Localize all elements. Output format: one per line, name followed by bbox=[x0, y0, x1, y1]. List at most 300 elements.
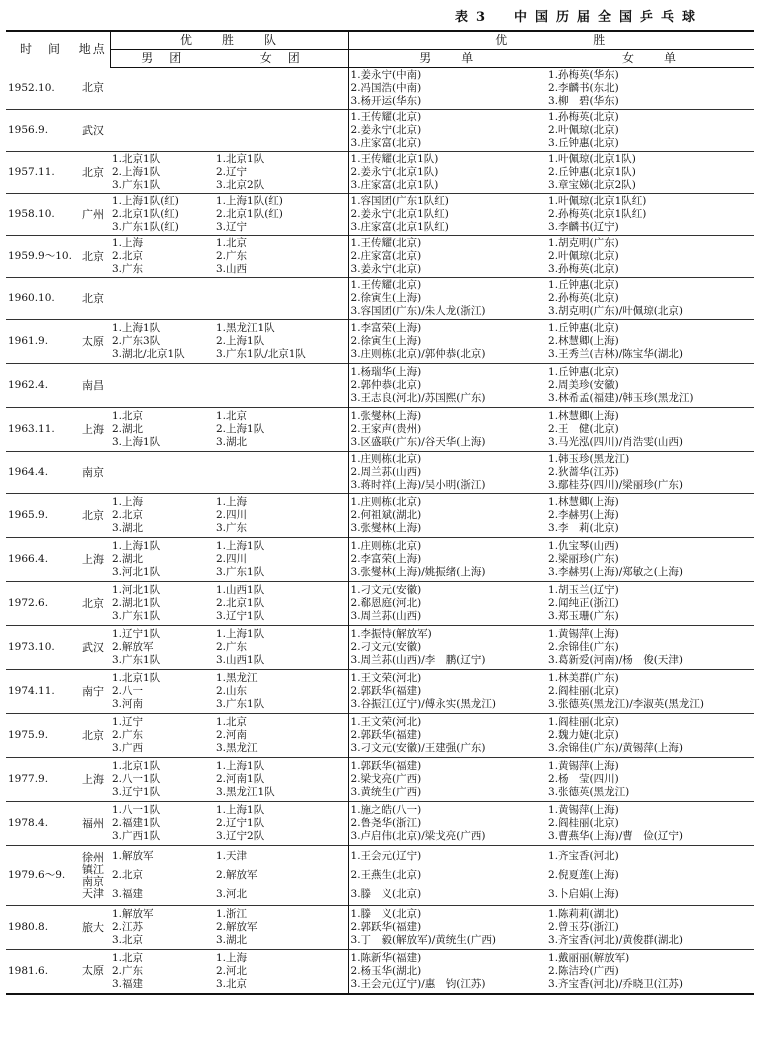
result-entry: 2.王燕生(北京) bbox=[350, 869, 422, 881]
result-entry: 2.广东 bbox=[216, 250, 248, 262]
result-entry: 1.北京 bbox=[216, 410, 248, 422]
result-entry: 1.北京1队 bbox=[112, 153, 161, 165]
result-entry: 2.鲁尧华(浙江) bbox=[350, 817, 422, 829]
cell-time: 1973.10. bbox=[8, 641, 55, 653]
result-entry: 3.庄家富(北京1队) bbox=[350, 179, 439, 191]
result-entry: 2.郭仲恭(北京) bbox=[350, 379, 422, 391]
cell-place bbox=[76, 408, 110, 452]
cell-men-team bbox=[110, 194, 214, 236]
cell-time: 1965.9. bbox=[8, 509, 49, 521]
result-entry: 2.北京1队 bbox=[216, 597, 265, 609]
result-entry: 1.胡克明(广东) bbox=[548, 237, 619, 249]
result-entry: 3.刁文元(安徽)/王建强(广东) bbox=[350, 742, 486, 754]
place-name: 太原 bbox=[82, 964, 104, 978]
table-row bbox=[6, 582, 754, 626]
result-entry: 3.庄家富(北京) bbox=[350, 137, 422, 149]
cell-women-team bbox=[214, 152, 348, 194]
cell-time: 1960.10. bbox=[8, 292, 55, 304]
result-entry: 3.郑玉珊(广东) bbox=[548, 610, 619, 622]
cell-men-team bbox=[110, 582, 214, 626]
cell-women-team bbox=[214, 278, 348, 320]
cell-women-singles bbox=[546, 320, 754, 364]
result-entry: 2.闻纯正(浙江) bbox=[548, 597, 619, 609]
result-entry: 1.上海 bbox=[112, 496, 144, 508]
cell-place bbox=[76, 538, 110, 582]
cell-place bbox=[76, 802, 110, 846]
cell-men-team bbox=[110, 364, 214, 408]
result-entry: 1.李振恃(解放军) bbox=[350, 628, 432, 640]
result-entry: 1.王传耀(北京) bbox=[350, 279, 422, 291]
result-entry: 1.庄则栋(北京) bbox=[350, 453, 422, 465]
result-entry: 1.叶佩琼(北京1队红) bbox=[548, 195, 647, 207]
table-row bbox=[6, 236, 754, 278]
result-entry: 3.广东1队 bbox=[112, 179, 161, 191]
header-singles-winners: 优 胜 bbox=[348, 31, 754, 50]
result-entry: 1.北京 bbox=[112, 951, 144, 964]
cell-men-singles bbox=[348, 538, 546, 582]
place-name: 上海 bbox=[82, 422, 104, 436]
cell-time: 1974.11. bbox=[8, 685, 55, 697]
result-entry: 1.叶佩琼(北京1队) bbox=[548, 153, 636, 165]
cell-women-singles bbox=[546, 452, 754, 494]
table-row bbox=[6, 670, 754, 714]
cell-men-singles bbox=[348, 494, 546, 538]
table-row bbox=[6, 906, 754, 950]
cell-place bbox=[76, 950, 110, 994]
result-entry: 2.孙梅英(北京) bbox=[548, 292, 619, 304]
cell-time: 1966.4. bbox=[8, 553, 49, 565]
cell-women-team bbox=[214, 494, 348, 538]
header-row-sub bbox=[6, 50, 754, 68]
result-entry: 2.江苏 bbox=[112, 921, 144, 933]
cell-women-team bbox=[214, 626, 348, 670]
result-entry: 2.上海1队 bbox=[216, 423, 265, 435]
cell-time: 1977.9. bbox=[8, 773, 49, 785]
cell-women-singles bbox=[546, 582, 754, 626]
result-entry: 2.丘钟惠(北京1队) bbox=[548, 166, 636, 178]
result-entry: 1.戴丽丽(解放军) bbox=[548, 951, 630, 964]
table-row bbox=[6, 626, 754, 670]
result-entry: 1.黑龙江1队 bbox=[216, 322, 275, 334]
cell-time: 1961.9. bbox=[8, 335, 49, 347]
cell-place bbox=[76, 714, 110, 758]
cell-time: 1959.9～10. bbox=[8, 250, 72, 262]
result-entry: 2.庄家富(北京) bbox=[350, 250, 422, 262]
header-men-singles: 男 单 bbox=[348, 50, 546, 68]
result-entry: 3.山西 bbox=[216, 263, 248, 275]
result-entry: 2.李麟书(东北) bbox=[548, 82, 619, 94]
result-entry: 3.河北1队 bbox=[112, 566, 161, 578]
table-row bbox=[6, 538, 754, 582]
cell-time: 1958.10. bbox=[8, 208, 55, 220]
result-entry: 1.孙梅英(北京) bbox=[548, 111, 619, 123]
result-entry: 1.郭跃华(福建) bbox=[350, 760, 422, 772]
table-row bbox=[6, 278, 754, 320]
result-entry: 2.北京 bbox=[112, 509, 144, 521]
result-entry: 2.四川 bbox=[216, 553, 248, 565]
cell-place bbox=[76, 236, 110, 278]
result-entry: 2.郭跃华(福建) bbox=[350, 729, 422, 741]
result-entry: 1.浙江 bbox=[216, 908, 248, 920]
cell-women-singles bbox=[546, 950, 754, 994]
header-row-top bbox=[6, 31, 754, 50]
cell-men-singles bbox=[348, 582, 546, 626]
cell-men-team bbox=[110, 152, 214, 194]
result-entry: 2.四川 bbox=[216, 509, 248, 521]
result-entry: 3.余锦佳(广东)/黄锡萍(上海) bbox=[548, 742, 683, 754]
place-name: 徐州 bbox=[82, 850, 104, 864]
result-entry: 3.张德英(黑龙江) bbox=[548, 786, 630, 798]
result-entry: 2.广东3队 bbox=[112, 335, 161, 347]
result-entry: 3.章宝娣(北京2队) bbox=[548, 179, 636, 191]
result-entry: 1.刁文元(安徽) bbox=[350, 584, 422, 596]
cell-men-singles bbox=[348, 408, 546, 452]
result-entry: 1.庄则栋(北京) bbox=[350, 540, 422, 552]
cell-place bbox=[76, 626, 110, 670]
cell-women-team bbox=[214, 906, 348, 950]
result-entry: 2.李富荣(上海) bbox=[350, 553, 422, 565]
table-row bbox=[6, 408, 754, 452]
cell-women-team bbox=[214, 714, 348, 758]
cell-women-singles bbox=[546, 494, 754, 538]
result-entry: 1.上海 bbox=[216, 496, 248, 508]
cell-place bbox=[76, 582, 110, 626]
result-entry: 3.广东 bbox=[112, 263, 144, 275]
table-row bbox=[6, 110, 754, 152]
cell-place bbox=[76, 320, 110, 364]
result-entry: 1.王传耀(北京) bbox=[350, 111, 422, 123]
cell-time: 1962.4. bbox=[8, 379, 49, 391]
result-entry: 2.湖北 bbox=[112, 553, 144, 565]
result-entry: 2.阎桂丽(北京) bbox=[548, 685, 619, 697]
result-entry: 1.林美群(广东) bbox=[548, 672, 619, 684]
cell-women-team bbox=[214, 802, 348, 846]
result-entry: 3.山西1队 bbox=[216, 654, 265, 666]
result-entry: 3.上海1队 bbox=[112, 436, 161, 448]
cell-men-singles bbox=[348, 364, 546, 408]
cell-time: 1964.4. bbox=[8, 466, 49, 478]
result-entry: 1.黄锡萍(上海) bbox=[548, 628, 619, 640]
cell-women-team bbox=[214, 452, 348, 494]
cell-men-singles bbox=[348, 714, 546, 758]
result-entry: 1.丘钟惠(北京) bbox=[548, 322, 619, 334]
place-name: 北京 bbox=[82, 165, 104, 179]
result-entry: 1.林慧卿(上海) bbox=[548, 410, 619, 422]
cell-women-team bbox=[214, 670, 348, 714]
result-entry: 3.广东1队 bbox=[216, 698, 265, 710]
result-entry: 3.柳 碧(华东) bbox=[548, 95, 619, 107]
table-row bbox=[6, 452, 754, 494]
result-entry: 3.卢启伟(北京)/梁戈亮(广西) bbox=[350, 830, 486, 842]
result-entry: 2.广东 bbox=[112, 964, 144, 977]
result-entry: 3.湖北/北京1队 bbox=[112, 348, 185, 360]
result-entry: 2.徐寅生(上海) bbox=[350, 335, 422, 347]
table-row bbox=[6, 364, 754, 408]
cell-men-team bbox=[110, 846, 214, 906]
result-entry: 1.北京1队 bbox=[112, 760, 161, 772]
cell-men-team bbox=[110, 802, 214, 846]
result-entry: 1.王文荣(河北) bbox=[350, 716, 422, 728]
result-entry: 2.姜永宁(北京) bbox=[350, 124, 422, 136]
result-entry: 1.山西1队 bbox=[216, 584, 265, 596]
result-entry: 2.辽宁 bbox=[216, 166, 248, 178]
result-entry: 1.上海 bbox=[112, 237, 144, 249]
result-entry: 2.冯国浩(中南) bbox=[350, 82, 422, 94]
result-entry: 1.辽宁1队 bbox=[112, 628, 161, 640]
table-row bbox=[6, 758, 754, 802]
header-place: 地点 bbox=[76, 31, 110, 68]
result-entry: 2.姜永宁(北京1队红) bbox=[350, 208, 449, 220]
cell-time: 1956.9. bbox=[8, 124, 49, 136]
result-entry: 2.广东 bbox=[112, 729, 144, 741]
result-entry: 2.余锦佳(广东) bbox=[548, 641, 619, 653]
result-entry: 3.河北 bbox=[216, 888, 248, 900]
result-entry: 3.周兰荪(山西)/李 鹏(辽宁) bbox=[350, 654, 486, 666]
result-entry: 3.葛新爱(河南)/杨 俊(天津) bbox=[548, 654, 683, 666]
cell-women-team bbox=[214, 194, 348, 236]
result-entry: 3.广东1队 bbox=[216, 566, 265, 578]
table-row bbox=[6, 950, 754, 994]
result-entry: 3.广东 bbox=[216, 522, 248, 534]
result-entry: 1.上海1队 bbox=[216, 540, 265, 552]
result-entry: 2.杨 莹(四川) bbox=[548, 773, 619, 785]
result-entry: 1.陈新华(福建) bbox=[350, 951, 422, 964]
cell-men-team bbox=[110, 452, 214, 494]
result-entry: 1.王传耀(北京1队) bbox=[350, 153, 439, 165]
result-entry: 1.上海1队 bbox=[112, 322, 161, 334]
cell-women-team bbox=[214, 950, 348, 994]
result-entry: 2.河南1队 bbox=[216, 773, 265, 785]
result-entry: 3.广东1队 bbox=[112, 654, 161, 666]
place-name: 天津 bbox=[82, 886, 104, 900]
result-entry: 1.庄则栋(北京) bbox=[350, 496, 422, 508]
result-entry: 3.广西1队 bbox=[112, 830, 161, 842]
result-entry: 3.王志良(河北)/苏国熙(广东) bbox=[350, 392, 486, 404]
cell-women-singles bbox=[546, 194, 754, 236]
cell-time: 1980.8. bbox=[8, 921, 49, 933]
result-entry: 3.容国团(广东)/朱人龙(浙江) bbox=[350, 305, 486, 317]
cell-men-singles bbox=[348, 68, 546, 110]
cell-men-singles bbox=[348, 152, 546, 194]
result-entry: 1.仇宝琴(山西) bbox=[548, 540, 619, 552]
cell-men-team bbox=[110, 320, 214, 364]
result-entry: 2.湖北 bbox=[112, 423, 144, 435]
result-entry: 2.魏力婕(北京) bbox=[548, 729, 619, 741]
result-entry: 3.湖北 bbox=[216, 436, 248, 448]
result-entry: 1.孙梅英(华东) bbox=[548, 69, 619, 81]
table-row bbox=[6, 320, 754, 364]
result-entry: 3.辽宁1队 bbox=[112, 786, 161, 798]
table-row bbox=[6, 802, 754, 846]
cell-men-singles bbox=[348, 906, 546, 950]
cell-place bbox=[76, 846, 110, 906]
result-entry: 2.周兰荪(山西) bbox=[350, 466, 422, 478]
result-entry: 1.辽宁 bbox=[112, 716, 144, 728]
cell-women-team bbox=[214, 538, 348, 582]
result-entry: 1.杨瑞华(上海) bbox=[350, 366, 422, 378]
result-entry: 2.刁文元(安徽) bbox=[350, 641, 422, 653]
place-name: 南昌 bbox=[82, 378, 104, 392]
result-entry: 3.北京 bbox=[112, 934, 144, 946]
cell-women-singles bbox=[546, 68, 754, 110]
cell-women-team bbox=[214, 236, 348, 278]
result-entry: 2.郭跃华(福建) bbox=[350, 921, 422, 933]
result-entry: 2.解放军 bbox=[112, 641, 154, 653]
cell-women-singles bbox=[546, 802, 754, 846]
cell-women-singles bbox=[546, 758, 754, 802]
result-entry: 3.庄则栋(北京)/郭仲恭(北京) bbox=[350, 348, 486, 360]
result-entry: 1.丘钟惠(北京) bbox=[548, 366, 619, 378]
cell-women-singles bbox=[546, 538, 754, 582]
result-entry: 3.丁 毅(解放军)/黄统生(广西) bbox=[350, 934, 496, 946]
result-entry: 1.黑龙江 bbox=[216, 672, 258, 684]
result-entry: 1.王文荣(河北) bbox=[350, 672, 422, 684]
result-entry: 2.王 健(北京) bbox=[548, 423, 619, 435]
place-name: 北京 bbox=[82, 596, 104, 610]
result-entry: 2.李赫男(上海) bbox=[548, 509, 619, 521]
result-entry: 2.郗恩庭(河北) bbox=[350, 597, 422, 609]
cell-time: 1979.6～9. bbox=[8, 869, 66, 881]
result-entry: 1.上海1队 bbox=[216, 760, 265, 772]
result-entry: 3.广东1队 bbox=[112, 610, 161, 622]
result-entry: 2.何祖斌(湖北) bbox=[350, 509, 422, 521]
result-entry: 3.蒋时祥(上海)/吴小明(浙江) bbox=[350, 479, 486, 491]
cell-men-singles bbox=[348, 452, 546, 494]
result-entry: 1.林慧卿(上海) bbox=[548, 496, 619, 508]
cell-women-team bbox=[214, 68, 348, 110]
result-entry: 3.区盛联(广东)/谷天华(上海) bbox=[350, 436, 486, 448]
result-entry: 2.广东 bbox=[216, 641, 248, 653]
result-entry: 3.广西 bbox=[112, 742, 144, 754]
place-name: 上海 bbox=[82, 552, 104, 566]
result-entry: 2.孙梅英(北京1队红) bbox=[548, 208, 647, 220]
result-entry: 1.天津 bbox=[216, 850, 248, 862]
result-entry: 3.北京 bbox=[216, 977, 248, 990]
result-entry: 3.河南 bbox=[112, 698, 144, 710]
result-entry: 3.周兰荪(山西) bbox=[350, 610, 422, 622]
cell-men-team bbox=[110, 626, 214, 670]
result-entry: 1.容国团(广东1队红) bbox=[350, 195, 449, 207]
cell-place bbox=[76, 758, 110, 802]
result-entry: 3.齐宝香(河北)/乔晓卫(江苏) bbox=[548, 977, 683, 990]
result-entry: 2.上海1队 bbox=[216, 335, 265, 347]
cell-place bbox=[76, 152, 110, 194]
result-entry: 2.王家声(贵州) bbox=[350, 423, 422, 435]
cell-women-team bbox=[214, 846, 348, 906]
cell-place bbox=[76, 670, 110, 714]
cell-time: 1978.4. bbox=[8, 817, 49, 829]
cell-men-singles bbox=[348, 626, 546, 670]
table-body bbox=[6, 68, 754, 994]
cell-women-singles bbox=[546, 714, 754, 758]
result-entry: 3.胡克明(广东)/叶佩琼(北京) bbox=[548, 305, 683, 317]
result-entry: 1.北京1队 bbox=[216, 153, 265, 165]
cell-men-singles bbox=[348, 278, 546, 320]
cell-men-team bbox=[110, 68, 214, 110]
result-entry: 2.湖北1队 bbox=[112, 597, 161, 609]
cell-women-team bbox=[214, 320, 348, 364]
result-entry: 1.上海1队(红) bbox=[112, 195, 179, 207]
result-entry: 3.姜永宁(北京) bbox=[350, 263, 422, 275]
result-entry: 2.北京1队(红) bbox=[112, 208, 179, 220]
result-entry: 2.解放军 bbox=[216, 921, 258, 933]
cell-men-singles bbox=[348, 950, 546, 994]
result-entry: 3.张燮林(上海) bbox=[350, 522, 422, 534]
cell-women-singles bbox=[546, 236, 754, 278]
cell-place bbox=[76, 494, 110, 538]
result-entry: 3.张德英(黑龙江)/李淑英(黑龙江) bbox=[548, 698, 704, 710]
result-entry: 3.卜启娟(上海) bbox=[548, 888, 619, 900]
cell-men-singles bbox=[348, 194, 546, 236]
result-entry: 1.阎桂丽(北京) bbox=[548, 716, 619, 728]
result-entry: 3.李 莉(北京) bbox=[548, 522, 619, 534]
result-entry: 3.黄统生(广西) bbox=[350, 786, 422, 798]
result-entry: 2.林慧卿(上海) bbox=[548, 335, 619, 347]
result-entry: 2.八一1队 bbox=[112, 773, 161, 785]
place-name: 福州 bbox=[82, 816, 104, 830]
table-row bbox=[6, 194, 754, 236]
result-entry: 3.李赫男(上海)/郑敏之(上海) bbox=[548, 566, 683, 578]
cell-men-team bbox=[110, 538, 214, 582]
result-entry: 3.辽宁2队 bbox=[216, 830, 265, 842]
cell-men-singles bbox=[348, 802, 546, 846]
place-name: 南宁 bbox=[82, 684, 104, 698]
result-entry: 1.上海1队(红) bbox=[216, 195, 283, 207]
result-entry: 3.福建 bbox=[112, 977, 144, 990]
result-entry: 1.张燮林(上海) bbox=[350, 410, 422, 422]
result-entry: 2.上海1队 bbox=[112, 166, 161, 178]
cell-men-team bbox=[110, 714, 214, 758]
cell-men-team bbox=[110, 758, 214, 802]
result-entry: 2.河北 bbox=[216, 964, 248, 977]
cell-women-team bbox=[214, 408, 348, 452]
place-name: 南京 bbox=[82, 465, 104, 479]
cell-place bbox=[76, 110, 110, 152]
result-entry: 1.黄锡萍(上海) bbox=[548, 804, 619, 816]
cell-women-team bbox=[214, 582, 348, 626]
header-women-singles: 女 单 bbox=[546, 50, 754, 68]
result-entry: 1.王传耀(北京) bbox=[350, 237, 422, 249]
cell-time: 1963.11. bbox=[8, 423, 55, 435]
result-entry: 1.王会元(辽宁) bbox=[350, 850, 422, 862]
cell-men-singles bbox=[348, 236, 546, 278]
result-entry: 1.上海 bbox=[216, 951, 248, 964]
result-entry: 2.姜永宁(北京1队) bbox=[350, 166, 439, 178]
result-entry: 1.黄锡萍(上海) bbox=[548, 760, 619, 772]
cell-place bbox=[76, 364, 110, 408]
result-entry: 3.丘钟惠(北京) bbox=[548, 137, 619, 149]
result-entry: 1.上海1队 bbox=[112, 540, 161, 552]
cell-women-team bbox=[214, 110, 348, 152]
result-entry: 3.曹燕华(上海)/曹 俭(辽宁) bbox=[548, 830, 683, 842]
result-entry: 3.广东1队/北京1队 bbox=[216, 348, 306, 360]
place-name: 太原 bbox=[82, 334, 104, 348]
cell-time: 1981.6. bbox=[8, 964, 49, 977]
result-entry: 3.福建 bbox=[112, 888, 144, 900]
result-entry: 3.黑龙江1队 bbox=[216, 786, 275, 798]
place-name: 北京 bbox=[82, 291, 104, 305]
table-row bbox=[6, 846, 754, 906]
result-entry: 2.郭跃华(福建) bbox=[350, 685, 422, 697]
result-entry: 3.王秀兰(吉林)/陈宝华(湖北) bbox=[548, 348, 683, 360]
header-team-winners: 优 胜 队 bbox=[110, 31, 348, 50]
result-entry: 3.马光泓(四川)/肖浩雯(山西) bbox=[548, 436, 683, 448]
result-entry: 1.八一1队 bbox=[112, 804, 161, 816]
cell-women-singles bbox=[546, 626, 754, 670]
cell-time: 1957.11. bbox=[8, 166, 55, 178]
result-entry: 2.北京1队(红) bbox=[216, 208, 283, 220]
result-entry: 3.湖北 bbox=[216, 934, 248, 946]
